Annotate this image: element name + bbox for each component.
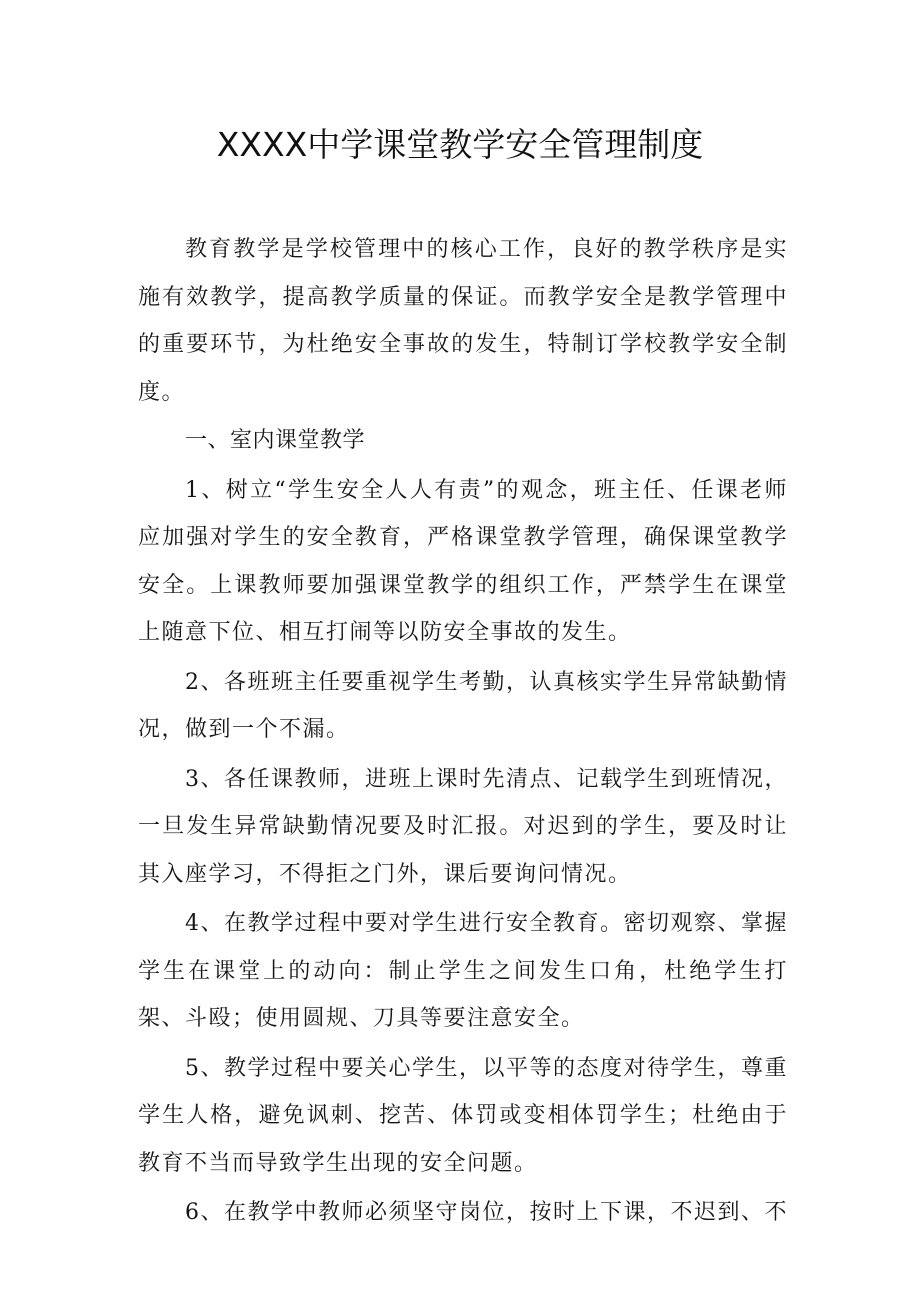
rule-item-4: 4、在教学过程中要对学生进行安全教育。密切观察、掌握学生在课堂上的动向：制止学生之间发生口角，杜绝学生打架、斗殴；使用圆规、刀具等要注意安全。 (138, 911, 788, 1031)
document-title: XXXX中学课堂教学安全管理制度 (216, 125, 704, 164)
rule-item-5: 5、教学过程中要关心学生，以平等的态度对待学生，尊重学生人格，避免讽刺、挖苦、体罚或变相体罚学生；杜绝由于教育不当而导致学生出现的安全问题。 (138, 1055, 788, 1176)
rule-item-3: 3、各任课教师，进班上课时先清点、记载学生到班情况，一旦发生异常缺勤情况要及时汇报。对迟到的学生，要及时让其入座学习，不得拒之门外，课后要询问情况。 (138, 766, 788, 887)
rule-item-2: 2、各班班主任要重视学生考勤，认真核实学生异常缺勤情况，做到一个不漏。 (138, 669, 788, 742)
rule-item-1: 1、树立“学生安全人人有责”的观念，班主任、任课老师应加强对学生的安全教育，严格课堂教学管理，确保课堂教学安全。上课教师要加强课堂教学的组织工作，严禁学生在课堂上随意下位、相互打闹等以防安全事故的发生。 (138, 477, 788, 645)
rule-item-6: 6、在教学中教师必须坚守岗位，按时上下课，不迟到、不 (185, 1200, 788, 1225)
document-body (138, 226, 788, 1238)
intro-paragraph: 教育教学是学校管理中的核心工作，良好的教学秩序是实施有效教学，提高教学质量的保证。而教学安全是教学管理中的重要环节，为杜绝安全事故的发生，特制订学校教学安全制度。 (138, 237, 788, 405)
section-heading: 一、室内课堂教学 (185, 428, 366, 453)
